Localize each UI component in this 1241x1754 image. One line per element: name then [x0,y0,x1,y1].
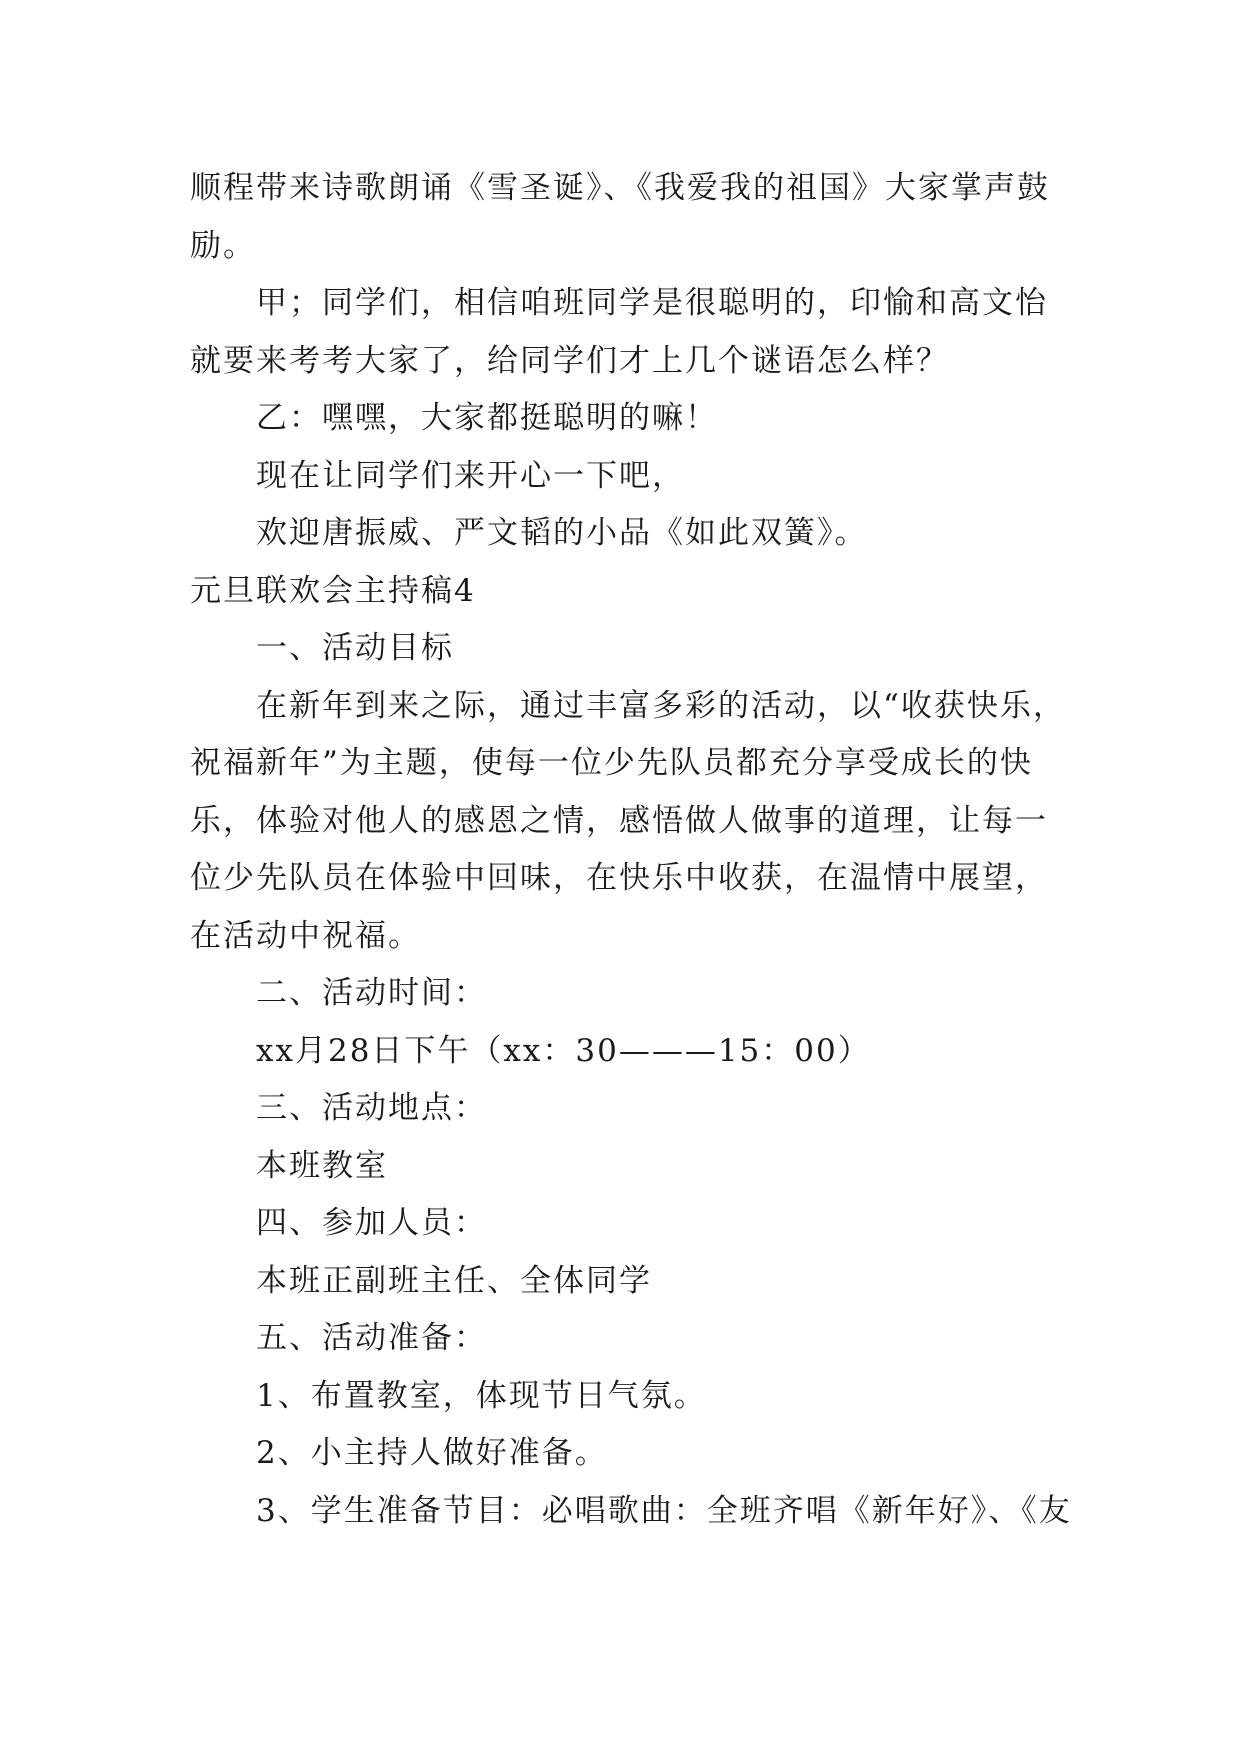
paragraph-line: 在活动中祝福。 [190,917,421,954]
paragraph-line: 位少先队员在体验中回味，在快乐中收获，在温情中展望， [190,860,1048,896]
paragraph-line: 二、活动时间： [256,975,487,1011]
paragraph-line: 1、布置教室，体现节日气氛。 [256,1377,707,1414]
paragraph-line: 顺程带来诗歌朗诵《雪圣诞》、《我爱我的祖国》大家掌声鼓 [190,170,1050,206]
paragraph-line: 就要来考考大家了，给同学们才上几个谜语怎么样？ [190,342,949,379]
paragraph-line: 励。 [190,227,256,264]
paragraph-line: 欢迎唐振威、严文韬的小品《如此双簧》。 [256,515,868,551]
paragraph-line: 四、参加人员： [256,1205,487,1241]
paragraph-line: 在新年到来之际，通过丰富多彩的活动，以“收获快乐， [256,687,1066,724]
paragraph-line: xx月28日下午（xx：30———15：00） [256,1032,871,1069]
paragraph-line: 乙：嘿嘿，大家都挺聪明的嘛！ [256,400,718,436]
paragraph-line: 3、学生准备节目：必唱歌曲：全班齐唱《新年好》、《友 [256,1492,1072,1529]
paragraph-line: 乐，体验对他人的感恩之情，感悟做人做事的道理，让每一 [190,802,1048,839]
paragraph-line: 本班教室 [256,1147,388,1184]
paragraph-line: 甲；同学们，相信咱班同学是很聪明的，印愉和高文怡 [256,285,1048,321]
paragraph-line: 五、活动准备： [256,1320,487,1356]
section-heading: 元旦联欢会主持稿4 [190,572,476,609]
paragraph-line: 一、活动目标 [256,630,454,666]
paragraph-line: 现在让同学们来开心一下吧， [256,457,685,494]
paragraph-line: 三、活动地点： [256,1090,487,1126]
paragraph-line: 祝福新年”为主题，使每一位少先队员都充分享受成长的快 [190,745,1033,781]
paragraph-line: 本班正副班主任、全体同学 [256,1262,652,1299]
document-body [190,160,1072,1540]
paragraph-line: 2、小主持人做好准备。 [256,1435,608,1471]
